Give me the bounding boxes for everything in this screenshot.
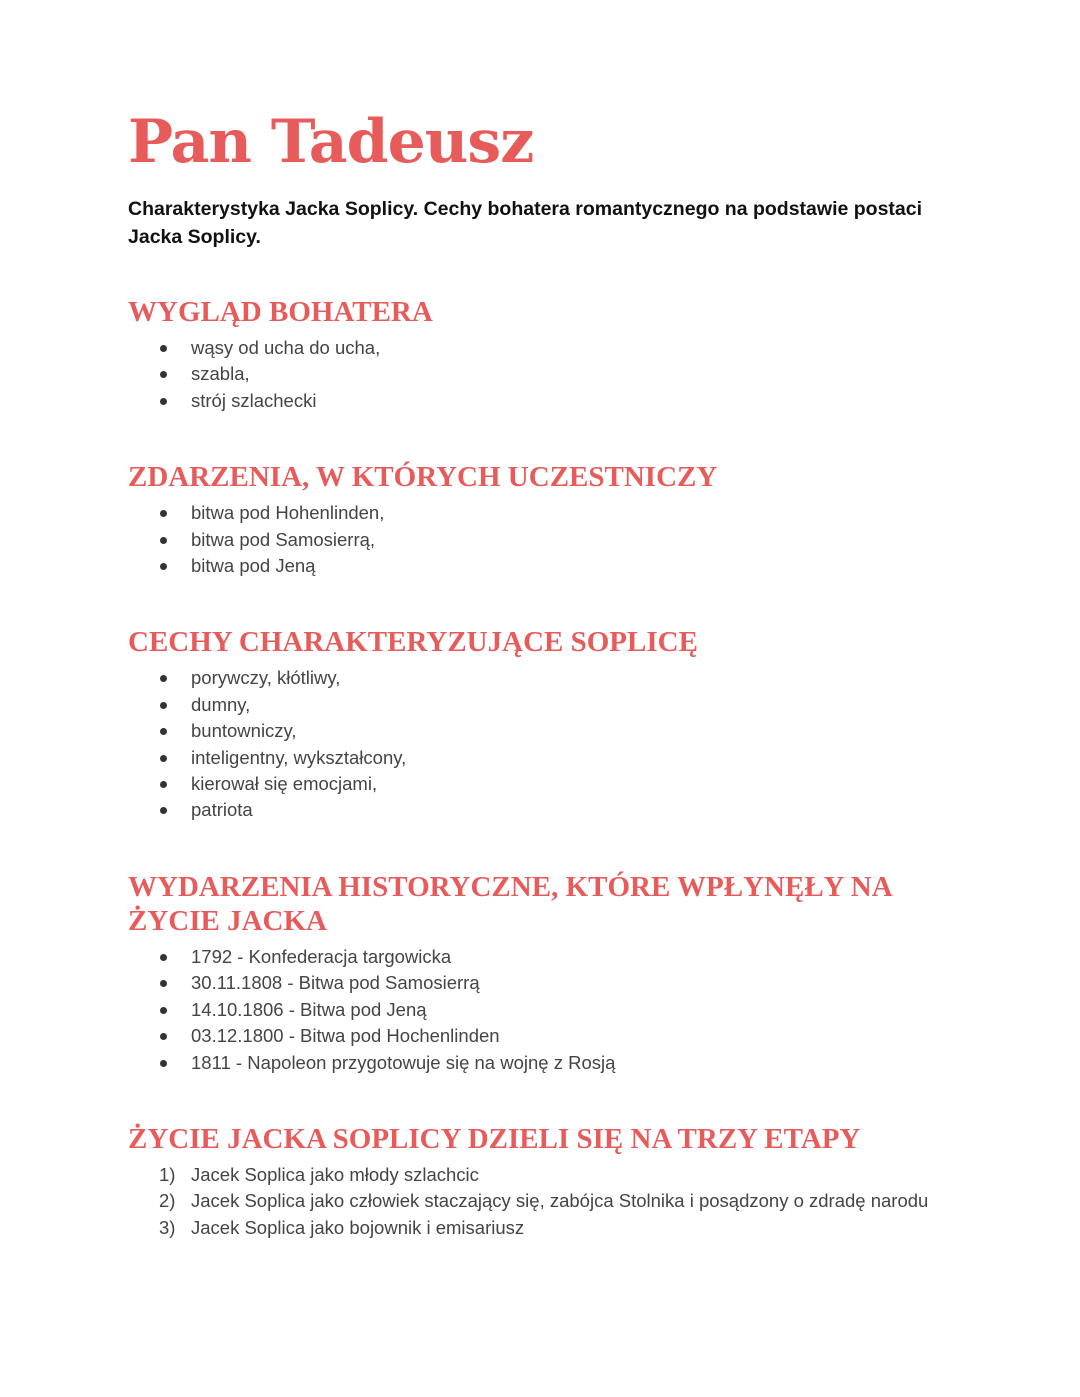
bullet-icon — [160, 510, 167, 517]
bullet-icon — [160, 807, 167, 814]
bullet-icon — [160, 728, 167, 735]
list-item: strój szlachecki — [128, 388, 948, 414]
list-item: 1792 - Konfederacja targowicka — [128, 944, 948, 970]
bullet-list — [128, 500, 948, 579]
bullet-icon — [160, 755, 167, 762]
list-item: porywczy, kłótliwy, — [128, 665, 948, 691]
page-title: Pan Tadeusz — [128, 107, 534, 177]
list-item: 03.12.1800 - Bitwa pod Hochenlinden — [128, 1023, 948, 1049]
bullet-icon — [160, 702, 167, 709]
list-item: 1811 - Napoleon przygotowuje się na wojnę z Rosją — [128, 1050, 948, 1076]
bullet-icon — [160, 537, 167, 544]
bullet-icon — [160, 781, 167, 788]
bullet-list — [128, 665, 948, 823]
section-heading: CECHY CHARAKTERYZUJĄCE SOPLICĘ — [128, 626, 698, 659]
list-number: 1) — [159, 1163, 176, 1185]
bullet-icon — [160, 1033, 167, 1040]
list-number: 3) — [159, 1216, 176, 1238]
section-appearance — [128, 295, 948, 414]
list-item: szabla, — [128, 361, 948, 387]
bullet-icon — [160, 1007, 167, 1014]
section-historical-events — [128, 870, 948, 1076]
page-subtitle: Charakterystyka Jacka Soplicy. Cechy bohatera romantycznego na podstawie postaci Jacka Soplicy. — [128, 198, 923, 248]
list-item: 3) Jacek Soplica jako bojownik i emisariusz — [128, 1215, 948, 1241]
list-item: bitwa pod Hohenlinden, — [128, 500, 948, 526]
list-item: bitwa pod Jeną — [128, 553, 948, 579]
section-heading: ZDARZENIA, W KTÓRYCH UCZESTNICZY — [128, 461, 718, 494]
bullet-icon — [160, 1060, 167, 1067]
bullet-icon — [160, 980, 167, 987]
bullet-icon — [160, 954, 167, 961]
section-events-participated — [128, 460, 948, 579]
section-heading: WYGLĄD BOHATERA — [128, 296, 433, 328]
list-item: 30.11.1808 - Bitwa pod Samosierrą — [128, 970, 948, 996]
list-item: 2) Jacek Soplica jako człowiek staczający się, zabójca Stolnika i posądzony o zdradę narodu — [128, 1188, 948, 1214]
section-heading: ŻYCIE JACKA SOPLICY DZIELI SIĘ NA TRZY ETAPY — [128, 1122, 861, 1155]
bullet-list — [128, 944, 948, 1076]
section-life-stages — [128, 1122, 948, 1241]
bullet-icon — [160, 398, 167, 405]
list-item: patriota — [128, 797, 948, 823]
list-item: 1) Jacek Soplica jako młody szlachcic — [128, 1162, 948, 1188]
list-number: 2) — [159, 1190, 176, 1212]
bullet-icon — [160, 345, 167, 352]
list-item: kierował się emocjami, — [128, 771, 948, 797]
bullet-icon — [160, 563, 167, 570]
numbered-list — [128, 1162, 948, 1241]
list-item: dumny, — [128, 692, 948, 718]
bullet-list — [128, 335, 948, 414]
document-page — [128, 105, 948, 1241]
list-item: bitwa pod Samosierrą, — [128, 527, 948, 553]
list-item: buntowniczy, — [128, 718, 948, 744]
section-character-traits — [128, 625, 948, 823]
list-item: inteligentny, wykształcony, — [128, 745, 948, 771]
section-heading: WYDARZENIA HISTORYCZNE, KTÓRE WPŁYNĘŁY NA ŻYCIE JACKA — [128, 870, 892, 937]
bullet-icon — [160, 675, 167, 682]
list-item: 14.10.1806 - Bitwa pod Jeną — [128, 997, 948, 1023]
list-item: wąsy od ucha do ucha, — [128, 335, 948, 361]
bullet-icon — [160, 371, 167, 378]
